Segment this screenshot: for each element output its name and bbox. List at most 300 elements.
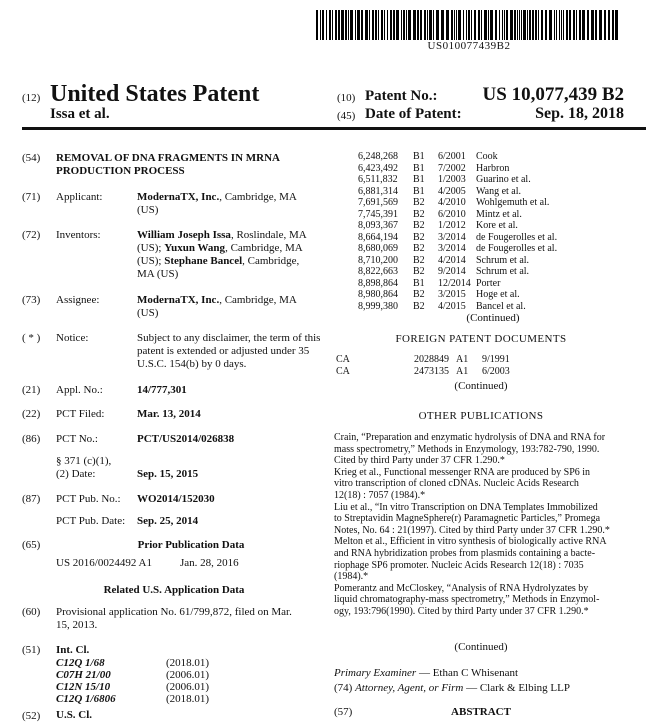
int-cl-label: Int. Cl. — [56, 644, 90, 656]
publication-line: Pomerantz and McCloskey, “Analysis of RNA Hydrolyzates by — [334, 582, 589, 594]
code-51: (51) — [22, 644, 41, 656]
barcode-bar — [510, 10, 513, 40]
barcode-bar — [519, 10, 520, 40]
barcode-bar — [365, 10, 368, 40]
barcode-bar — [549, 10, 552, 40]
patent-number: US 10,077,439 B2 — [482, 84, 624, 105]
barcode-bar — [381, 10, 383, 40]
publication-entry — [334, 467, 626, 502]
barcode-bar — [573, 10, 575, 40]
int-cl-row — [56, 681, 256, 693]
publication-line: mass spectrometry,” Methods in Enzymology, 193:782-790, 1990. — [334, 443, 600, 455]
pct-pub-date-label: PCT Pub. Date: — [56, 515, 126, 527]
foreign-country: CA — [336, 354, 350, 365]
reference-kind: B2 — [413, 266, 425, 277]
barcode-bar — [424, 10, 426, 40]
reference-name: Hoge et al. — [476, 289, 520, 300]
barcode-bar — [413, 10, 416, 40]
barcode-bar — [484, 10, 487, 40]
int-cl-list — [56, 657, 256, 705]
barcode — [316, 10, 622, 40]
barcode-bar — [538, 10, 539, 40]
barcode-bar — [599, 10, 602, 40]
barcode-bar — [350, 10, 353, 40]
barcode-bar — [535, 10, 537, 40]
reference-number: 8,898,864 — [358, 277, 398, 289]
reference-row — [358, 163, 628, 175]
attorney-name: Clark & Elbing LLP — [479, 682, 570, 694]
assignee — [137, 294, 297, 308]
reference-row — [358, 232, 628, 244]
barcode-bar — [466, 10, 467, 40]
code-72: (72) — [22, 229, 41, 241]
publications-continued: (Continued) — [454, 641, 508, 653]
header-rule — [22, 127, 646, 130]
applicant-name: ModernaTX, Inc. — [137, 191, 220, 203]
reference-date: 6/2010 — [438, 208, 466, 220]
inventor-1-name: William Joseph Issa — [137, 229, 231, 241]
reference-date: 7/2002 — [438, 162, 466, 174]
barcode-bar — [384, 10, 385, 40]
barcode-bar — [490, 10, 493, 40]
barcode-bar — [454, 10, 455, 40]
barcode-bar — [451, 10, 453, 40]
abstract-heading: ABSTRACT — [451, 706, 511, 718]
assignee-place: , Cambridge, MA — [219, 294, 297, 306]
barcode-bar — [408, 10, 411, 40]
reference-name: Bancel et al. — [476, 300, 526, 312]
primary-examiner-label: Primary Examiner — [334, 667, 417, 679]
barcode-bar — [499, 10, 500, 40]
barcode-bar — [420, 10, 422, 40]
barcode-bar — [488, 10, 489, 40]
barcode-bar — [541, 10, 543, 40]
barcode-bar — [417, 10, 419, 40]
reference-row — [358, 174, 628, 186]
publication-line: liquid chromatography-mass spectrometry,” Methods in Enzymol- — [334, 594, 600, 606]
reference-kind: B1 — [413, 277, 425, 289]
reference-name: Wohlgemuth et al. — [476, 197, 550, 208]
pct-filed: Mar. 13, 2014 — [137, 408, 201, 420]
publication-line: ogy, 193:796(1990). Cited by third Party under 37 CFR 1.290.* — [334, 605, 589, 617]
reference-name: de Fougerolles et al. — [476, 243, 558, 254]
reference-kind: B1 — [413, 185, 425, 197]
reference-name: de Fougerolles et al. — [476, 231, 558, 243]
reference-date: 3/2014 — [438, 243, 466, 254]
reference-number: 8,999,380 — [358, 300, 398, 312]
inventor-2-country: (US); — [137, 255, 165, 267]
assignee-label: Assignee: — [56, 294, 100, 306]
inventor-3-place: , Cambridge, — [242, 255, 300, 267]
code-notice: ( * ) — [22, 332, 41, 344]
reference-row — [358, 243, 628, 255]
reference-name: Mintz et al. — [476, 208, 522, 220]
barcode-bar — [341, 10, 344, 40]
int-cl-row — [56, 693, 256, 705]
code-65: (65) — [22, 539, 41, 551]
barcode-bar — [329, 10, 331, 40]
barcode-bar — [357, 10, 360, 40]
prior-publication-heading: Prior Publication Data — [137, 539, 245, 551]
barcode-bar — [320, 10, 321, 40]
barcode-bar — [514, 10, 516, 40]
reference-number: 7,691,569 — [358, 197, 398, 208]
code-22: (22) — [22, 408, 41, 420]
reference-date: 9/2014 — [438, 266, 466, 277]
barcode-bar — [495, 10, 497, 40]
publication-entry — [334, 583, 626, 618]
inventor-3 — [137, 255, 299, 269]
barcode-bar — [504, 10, 505, 40]
pct-pub-date: Sep. 25, 2014 — [137, 515, 199, 527]
publication-line: to Streptavidin MagneSphere(r) Paramagnetic Particles,” Promega — [334, 513, 601, 525]
barcode-bar — [403, 10, 405, 40]
reference-name: Wang et al. — [476, 185, 522, 197]
references-continued: (Continued) — [466, 312, 520, 324]
barcode-bar — [615, 10, 618, 40]
date-of-patent-label: Date of Patent: — [365, 106, 462, 122]
barcode-bar — [456, 10, 457, 40]
publication-line: Liu et al., “In vitro Transcription on DNA Templates Immobilized — [334, 501, 598, 513]
s371-line2: (2) Date: — [56, 468, 96, 480]
inventor-3-country: MA (US) — [137, 268, 179, 280]
barcode-bar — [604, 10, 606, 40]
reference-date: 4/2005 — [438, 185, 466, 197]
reference-number: 7,745,391 — [358, 208, 398, 220]
reference-name: Guarino et al. — [476, 174, 531, 185]
barcode-bar — [563, 10, 564, 40]
barcode-bar — [369, 10, 370, 40]
attorney-label: Attorney, Agent, or Firm — [355, 682, 464, 694]
publication-line: Melton et al., Efficient in vitro synthesis of biologically active RNA — [334, 536, 607, 548]
barcode-bar — [355, 10, 356, 40]
barcode-bar — [559, 10, 560, 40]
reference-row — [358, 255, 628, 267]
barcode-bar — [375, 10, 377, 40]
notice-line2: patent is extended or adjusted under 35 — [137, 345, 310, 357]
reference-date: 1/2003 — [438, 174, 466, 185]
barcode-bar — [332, 10, 333, 40]
barcode-bar — [463, 10, 464, 40]
int-cl-version: (2018.01) — [166, 657, 210, 669]
barcode-bar — [595, 10, 597, 40]
barcode-bar — [587, 10, 589, 40]
assignee-name: ModernaTX, Inc. — [137, 294, 220, 306]
reference-row — [358, 209, 628, 221]
reference-number: 6,511,832 — [358, 174, 398, 185]
applicant-label: Applicant: — [56, 191, 103, 203]
barcode-bar — [361, 10, 363, 40]
inventors-label: Inventors: — [56, 229, 101, 241]
foreign-documents-heading: FOREIGN PATENT DOCUMENTS — [395, 333, 567, 345]
s371-line1: § 371 (c)(1), — [56, 455, 112, 467]
reference-date: 1/2012 — [438, 220, 466, 231]
us-cl-label: U.S. Cl. — [56, 709, 93, 721]
publication-line: Krieg et al., Functional messenger RNA are produced by SP6 in — [334, 466, 591, 478]
int-cl-class: C12Q 1/68 — [56, 657, 105, 669]
notice-line1: Subject to any disclaimer, the term of this — [137, 332, 321, 344]
barcode-bar — [579, 10, 581, 40]
prior-publication-number: US 2016/0024492 A1 — [56, 557, 152, 569]
barcode-bar — [338, 10, 340, 40]
reference-kind: B1 — [413, 162, 425, 174]
barcode-bar — [521, 10, 522, 40]
barcode-bar — [390, 10, 392, 40]
reference-name: Porter — [476, 277, 501, 289]
code-12: (12) — [22, 92, 41, 104]
reference-number: 6,423,492 — [358, 162, 398, 174]
barcode-bar — [316, 10, 318, 40]
barcode-bar — [378, 10, 379, 40]
reference-date: 4/2014 — [438, 254, 466, 266]
reference-row — [358, 186, 628, 198]
foreign-document-row — [336, 354, 626, 366]
barcode-bar — [474, 10, 476, 40]
reference-row — [358, 151, 628, 163]
barcode-bar — [591, 10, 594, 40]
code-60: (60) — [22, 606, 41, 618]
foreign-number: 2473135 — [414, 365, 449, 377]
reference-date: 4/2010 — [438, 197, 466, 208]
barcode-bar — [406, 10, 407, 40]
barcode-bar — [348, 10, 349, 40]
code-86: (86) — [22, 433, 41, 445]
date-of-patent: Sep. 18, 2018 — [535, 105, 624, 122]
reference-date: 12/2014 — [438, 277, 471, 289]
reference-row — [358, 220, 628, 232]
provisional-line2: 15, 2013. — [56, 619, 98, 631]
reference-name: Schrum et al. — [476, 254, 530, 266]
barcode-bar — [523, 10, 526, 40]
notice-label: Notice: — [56, 332, 89, 344]
barcode-bar — [326, 10, 327, 40]
int-cl-class: C07H 21/00 — [56, 669, 111, 681]
barcode-bar — [372, 10, 374, 40]
publication-entry — [334, 502, 626, 537]
reference-name: Schrum et al. — [476, 266, 530, 277]
barcode-bar — [396, 10, 399, 40]
reference-row — [358, 197, 628, 209]
publication-line: Cited by third Party under 37 CFR 1.290.* — [334, 455, 505, 467]
inventor-line: Issa et al. — [50, 106, 110, 122]
applicant — [137, 191, 297, 205]
code-71: (71) — [22, 191, 41, 203]
barcode-bar — [458, 10, 461, 40]
barcode-bar — [481, 10, 482, 40]
code-57: (57) — [334, 706, 353, 718]
reference-date: 3/2015 — [438, 289, 466, 300]
publication-line: Crain, “Preparation and enzymatic hydrolysis of DNA and RNA for — [334, 432, 606, 443]
barcode-bar — [612, 10, 614, 40]
barcode-bar — [441, 10, 444, 40]
reference-name: Kore et al. — [476, 220, 518, 231]
reference-kind: B2 — [413, 254, 425, 266]
barcode-bar — [582, 10, 585, 40]
int-cl-row — [56, 657, 256, 669]
barcode-bar — [335, 10, 337, 40]
publication-line: (1984).* — [334, 571, 369, 583]
invention-title-line1: REMOVAL OF DNA FRAGMENTS IN MRNA — [56, 152, 280, 164]
invention-title-line2: PRODUCTION PROCESS — [56, 165, 185, 177]
barcode-bar — [436, 10, 439, 40]
inventor-2-place: , Cambridge, MA — [225, 242, 303, 254]
int-cl-version: (2006.01) — [166, 681, 210, 693]
barcode-bar — [506, 10, 508, 40]
reference-kind: B1 — [413, 174, 425, 185]
barcode-bar — [502, 10, 503, 40]
foreign-continued: (Continued) — [454, 380, 508, 392]
barcode-bar — [561, 10, 562, 40]
reference-number: 8,980,864 — [358, 289, 398, 300]
publication-line: Notes, No. 64 : 21(1997). Cited by third Party under 37 CFR 1.290.* — [334, 524, 610, 536]
pct-no-label: PCT No.: — [56, 433, 98, 445]
foreign-kind: A1 — [456, 365, 469, 377]
publication-entry — [334, 432, 626, 467]
reference-name: Cook — [476, 151, 498, 162]
publication-line: 12(18) : 7057 (1984).* — [334, 489, 426, 501]
inventor-2 — [137, 242, 303, 256]
barcode-bar — [532, 10, 534, 40]
publication-entry — [334, 536, 626, 582]
s371-date: Sep. 15, 2015 — [137, 468, 199, 480]
code-87: (87) — [22, 493, 41, 505]
barcode-bar — [527, 10, 528, 40]
foreign-number: 2028849 — [414, 354, 449, 365]
barcode-bar — [556, 10, 557, 40]
pct-no: PCT/US2014/026838 — [137, 433, 235, 445]
pct-pub-no: WO2014/152030 — [137, 493, 215, 505]
barcode-bar — [387, 10, 388, 40]
publication-line: vitro transcription of cloned cDNAs. Nucleic Acids Research — [334, 478, 579, 490]
reference-kind: B2 — [413, 231, 425, 243]
barcode-bar — [529, 10, 531, 40]
barcode-bar — [401, 10, 402, 40]
reference-kind: B2 — [413, 197, 425, 208]
barcode-bar — [429, 10, 432, 40]
barcode-bar — [471, 10, 472, 40]
attorney-dash: — — [463, 682, 480, 694]
barcode-bar — [545, 10, 547, 40]
barcode-number: US010077439B2 — [427, 40, 511, 52]
appl-no: 14/777,301 — [137, 384, 187, 396]
foreign-date: 9/1991 — [482, 354, 510, 365]
barcode-bar — [468, 10, 470, 40]
reference-row — [358, 278, 628, 290]
reference-number: 8,822,663 — [358, 266, 398, 277]
other-publications-list — [334, 432, 626, 618]
primary-examiner-dash: — — [416, 667, 433, 679]
code-74: (74) — [334, 682, 353, 694]
reference-number: 8,710,200 — [358, 254, 398, 266]
reference-kind: B1 — [413, 151, 425, 162]
reference-number: 8,680,069 — [358, 243, 398, 254]
reference-kind: B2 — [413, 220, 425, 231]
reference-row — [358, 301, 628, 313]
barcode-bar — [322, 10, 324, 40]
reference-kind: B2 — [413, 289, 425, 300]
applicant-place: , Cambridge, MA — [219, 191, 297, 203]
reference-number: 8,093,367 — [358, 220, 398, 231]
inventor-1 — [137, 229, 307, 243]
foreign-kind: A1 — [456, 354, 469, 365]
publication-line: riophage SP6 promoter. Nucleic Acids Research 12(18) : 7035 — [334, 559, 584, 571]
code-21: (21) — [22, 384, 41, 396]
barcode-bar — [569, 10, 571, 40]
inventor-2-name: Yuxun Wang — [164, 242, 226, 254]
barcode-bar — [427, 10, 428, 40]
barcode-bar — [608, 10, 610, 40]
inventor-1-country: (US); — [137, 242, 165, 254]
foreign-document-row — [336, 366, 626, 378]
barcode-bar — [566, 10, 568, 40]
prior-publication-date: Jan. 28, 2016 — [180, 557, 239, 569]
int-cl-row — [56, 669, 256, 681]
reference-date: 4/2015 — [438, 300, 466, 312]
barcode-bar — [446, 10, 449, 40]
reference-number: 6,881,314 — [358, 185, 398, 197]
reference-date: 3/2014 — [438, 231, 466, 243]
inventor-3-name: Stephane Bancel — [164, 255, 243, 267]
reference-row — [358, 266, 628, 278]
related-application-heading: Related U.S. Application Data — [103, 584, 245, 596]
reference-kind: B2 — [413, 243, 425, 254]
reference-row — [358, 289, 628, 301]
publication-line: and RNA hybridization probes from plasmids containing a bacte- — [334, 547, 596, 559]
pct-pub-no-label: PCT Pub. No.: — [56, 493, 121, 505]
reference-kind: B2 — [413, 300, 425, 312]
int-cl-class: C12N 15/10 — [56, 681, 111, 693]
assignee-country: (US) — [137, 307, 159, 319]
code-73: (73) — [22, 294, 41, 306]
appl-no-label: Appl. No.: — [56, 384, 103, 396]
barcode-bar — [478, 10, 480, 40]
barcode-bar — [554, 10, 555, 40]
other-publications-heading: OTHER PUBLICATIONS — [418, 410, 544, 422]
int-cl-version: (2018.01) — [166, 693, 210, 705]
barcode-bar — [576, 10, 577, 40]
barcode-bar — [393, 10, 395, 40]
primary-examiner-name: Ethan C Whisenant — [432, 667, 519, 679]
document-title: United States Patent — [50, 81, 260, 107]
code-10: (10) — [337, 92, 356, 104]
reference-name: Harbron — [476, 162, 510, 174]
notice-line3: U.S.C. 154(b) by 0 days. — [137, 358, 247, 370]
reference-number: 6,248,268 — [358, 151, 398, 162]
reference-kind: B2 — [413, 208, 425, 220]
primary-examiner — [334, 667, 518, 681]
provisional-line1: Provisional application No. 61/799,872, filed on Mar. — [56, 606, 292, 618]
foreign-country: CA — [336, 365, 350, 377]
reference-date: 6/2001 — [438, 151, 466, 162]
code-54: (54) — [22, 152, 41, 164]
barcode-bar — [345, 10, 347, 40]
applicant-country: (US) — [137, 204, 159, 216]
int-cl-version: (2006.01) — [166, 669, 210, 681]
attorney — [334, 682, 570, 696]
us-references-list — [358, 151, 628, 312]
code-52: (52) — [22, 710, 41, 722]
code-45: (45) — [337, 110, 356, 122]
foreign-documents-list — [336, 354, 626, 377]
int-cl-class: C12Q 1/6806 — [56, 693, 116, 705]
foreign-date: 6/2003 — [482, 365, 510, 377]
inventor-1-place: , Roslindale, MA — [230, 229, 307, 241]
patent-number-label: Patent No.: — [365, 88, 438, 104]
barcode-bar — [433, 10, 434, 40]
reference-number: 8,664,194 — [358, 231, 398, 243]
barcode-bar — [517, 10, 518, 40]
pct-filed-label: PCT Filed: — [56, 408, 105, 420]
